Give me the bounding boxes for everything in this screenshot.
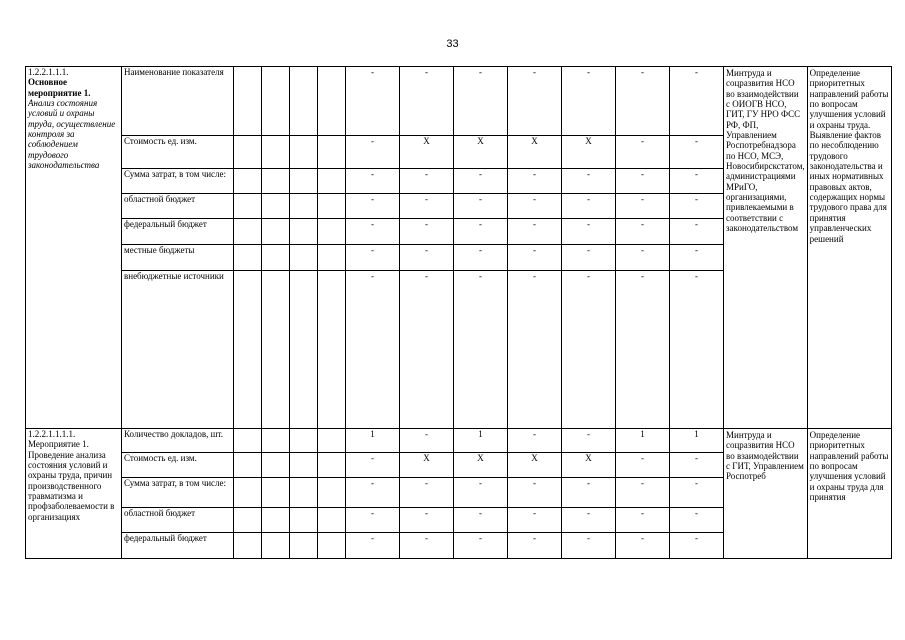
empty-cell [318, 169, 346, 194]
value-cell: - [670, 194, 724, 219]
empty-cell [290, 136, 318, 169]
value-cell: X [400, 453, 454, 478]
empty-cell [318, 429, 346, 453]
value-cell: - [454, 271, 508, 429]
empty-cell [290, 245, 318, 271]
value-cell: - [400, 194, 454, 219]
value-cell: 1 [454, 429, 508, 453]
value-cell: - [562, 478, 616, 508]
empty-cell [234, 219, 262, 245]
value-cell: - [346, 478, 400, 508]
empty-cell [262, 219, 290, 245]
empty-cell [318, 194, 346, 219]
value-cell: - [616, 219, 670, 245]
empty-cell [234, 508, 262, 533]
empty-cell [318, 508, 346, 533]
value-cell: - [400, 67, 454, 136]
value-cell: - [400, 508, 454, 533]
value-cell: - [454, 533, 508, 559]
measure-title: Основное мероприятие 1. [28, 77, 91, 98]
empty-cell [290, 271, 318, 429]
value-cell: - [508, 169, 562, 194]
value-cell: - [454, 245, 508, 271]
empty-cell [290, 453, 318, 478]
value-cell: - [670, 169, 724, 194]
value-cell: - [508, 533, 562, 559]
indicator-label: областной бюджет [122, 508, 234, 533]
value-cell: - [670, 245, 724, 271]
indicator-label: Количество докладов, шт. [122, 429, 234, 453]
empty-cell [262, 136, 290, 169]
expected-result: Определение приоритетных направлений работы по вопросам улучшения условий и охраны труда для принятия [807, 429, 891, 559]
value-cell: - [616, 194, 670, 219]
empty-cell [290, 533, 318, 559]
value-cell: - [562, 245, 616, 271]
indicator-label: внебюджетные источники [122, 271, 234, 429]
value-cell: - [616, 271, 670, 429]
empty-cell [290, 67, 318, 136]
value-cell: - [616, 245, 670, 271]
value-cell: - [508, 429, 562, 453]
value-cell: - [616, 508, 670, 533]
value-cell: - [616, 169, 670, 194]
value-cell: - [562, 533, 616, 559]
value-cell: - [508, 245, 562, 271]
value-cell: - [508, 271, 562, 429]
expected-result: Определение приоритетных направлений работы по вопросам улучшения условий и охраны труда. Выявление фактов по несоблюдению трудового законодательства и иных нормативных правовых актов, содержащих нормы трудового права для принятия управленческих решений [807, 67, 891, 429]
indicator-label: Сумма затрат, в том числе: [122, 169, 234, 194]
value-cell: - [400, 245, 454, 271]
value-cell: - [346, 219, 400, 245]
measure-code: 1.2.2.1.1.1. [28, 67, 69, 77]
empty-cell [290, 429, 318, 453]
value-cell: - [400, 533, 454, 559]
responsible-executors: Минтруда и соцразвития НСО во взаимодействии с ОИОГВ НСО, ГИТ, ГУ НРО ФСС РФ, ФП, Управлением Роспотребнадзора по НСО, МСЭ, Новосибирскстатом, администрациями МРиГО, организациями, привлекаемыми в соответствии с законодательством [724, 67, 808, 429]
value-cell: - [562, 194, 616, 219]
empty-cell [262, 429, 290, 453]
empty-cell [262, 453, 290, 478]
empty-cell [290, 478, 318, 508]
value-cell: - [670, 533, 724, 559]
empty-cell [318, 453, 346, 478]
empty-cell [234, 533, 262, 559]
indicator-label: областной бюджет [122, 194, 234, 219]
value-cell: - [562, 67, 616, 136]
value-cell: - [508, 67, 562, 136]
indicator-label: федеральный бюджет [122, 219, 234, 245]
value-cell: - [616, 478, 670, 508]
measure-subtitle: Анализ состояния условий и охраны труда, осуществление контроля за соблюдением трудового законодательства [28, 98, 116, 171]
indicator-label: федеральный бюджет [122, 533, 234, 559]
empty-cell [234, 429, 262, 453]
value-cell: - [508, 478, 562, 508]
empty-cell [318, 67, 346, 136]
value-cell: - [670, 508, 724, 533]
value-cell: - [508, 508, 562, 533]
value-cell: - [454, 508, 508, 533]
value-cell: - [454, 478, 508, 508]
empty-cell [290, 194, 318, 219]
value-cell: - [616, 67, 670, 136]
value-cell: - [562, 219, 616, 245]
value-cell: - [346, 194, 400, 219]
value-cell: - [670, 136, 724, 169]
empty-cell [262, 533, 290, 559]
indicator-label: Стоимость ед. изм. [122, 136, 234, 169]
value-cell: - [454, 194, 508, 219]
empty-cell [318, 219, 346, 245]
value-cell: - [346, 169, 400, 194]
value-cell: - [346, 245, 400, 271]
value-cell: X [508, 453, 562, 478]
value-cell: X [508, 136, 562, 169]
value-cell: - [670, 67, 724, 136]
empty-cell [262, 67, 290, 136]
value-cell: - [670, 478, 724, 508]
value-cell: - [346, 453, 400, 478]
value-cell: - [562, 429, 616, 453]
value-cell: X [400, 136, 454, 169]
value-cell: - [346, 533, 400, 559]
value-cell: - [454, 219, 508, 245]
measures-table [25, 66, 892, 559]
value-cell: - [616, 533, 670, 559]
indicator-label: Наименование показателя [122, 67, 234, 136]
value-cell: - [346, 67, 400, 136]
value-cell: - [454, 67, 508, 136]
empty-cell [234, 136, 262, 169]
measure-subtitle: Проведение анализа состояния условий и охраны труда, причин производственного травматизма и профзаболеваемости в организациях [28, 449, 115, 522]
indicator-label: Стоимость ед. изм. [122, 453, 234, 478]
indicator-label: Сумма затрат, в том числе: [122, 478, 234, 508]
empty-cell [234, 478, 262, 508]
value-cell: - [346, 271, 400, 429]
empty-cell [290, 508, 318, 533]
empty-cell [234, 271, 262, 429]
empty-cell [262, 245, 290, 271]
empty-cell [262, 169, 290, 194]
empty-cell [262, 271, 290, 429]
empty-cell [262, 194, 290, 219]
indicator-label: местные бюджеты [122, 245, 234, 271]
value-cell: - [616, 453, 670, 478]
empty-cell [262, 508, 290, 533]
empty-cell [234, 453, 262, 478]
measure-description [26, 67, 122, 429]
responsible-executors: Минтруда и соцразвития НСО во взаимодействии с ГИТ, Управлением Роспотреб [724, 429, 808, 559]
value-cell: - [400, 271, 454, 429]
measure-title: Мероприятие 1. [28, 439, 89, 450]
table-row [26, 67, 892, 136]
value-cell: X [562, 136, 616, 169]
measure-code: 1.2.2.1.1.1.1. [28, 429, 76, 439]
table-row [26, 429, 892, 453]
page-number: 33 [446, 38, 459, 50]
value-cell: 1 [616, 429, 670, 453]
value-cell: - [400, 219, 454, 245]
value-cell: - [562, 169, 616, 194]
value-cell: - [562, 271, 616, 429]
value-cell: - [400, 169, 454, 194]
value-cell: - [346, 508, 400, 533]
value-cell: - [670, 219, 724, 245]
value-cell: - [616, 136, 670, 169]
value-cell: - [508, 194, 562, 219]
value-cell: - [508, 219, 562, 245]
value-cell: - [562, 508, 616, 533]
value-cell: - [454, 169, 508, 194]
empty-cell [318, 533, 346, 559]
empty-cell [318, 245, 346, 271]
value-cell: - [670, 453, 724, 478]
empty-cell [290, 219, 318, 245]
empty-cell [318, 271, 346, 429]
empty-cell [318, 478, 346, 508]
empty-cell [234, 194, 262, 219]
value-cell: - [670, 271, 724, 429]
empty-cell [234, 245, 262, 271]
value-cell: X [454, 453, 508, 478]
empty-cell [262, 478, 290, 508]
value-cell: - [400, 429, 454, 453]
value-cell: 1 [670, 429, 724, 453]
value-cell: - [346, 136, 400, 169]
empty-cell [234, 67, 262, 136]
measure-description [26, 429, 122, 559]
value-cell: X [562, 453, 616, 478]
empty-cell [234, 169, 262, 194]
value-cell: X [454, 136, 508, 169]
empty-cell [290, 169, 318, 194]
empty-cell [318, 136, 346, 169]
value-cell: 1 [346, 429, 400, 453]
value-cell: - [400, 478, 454, 508]
